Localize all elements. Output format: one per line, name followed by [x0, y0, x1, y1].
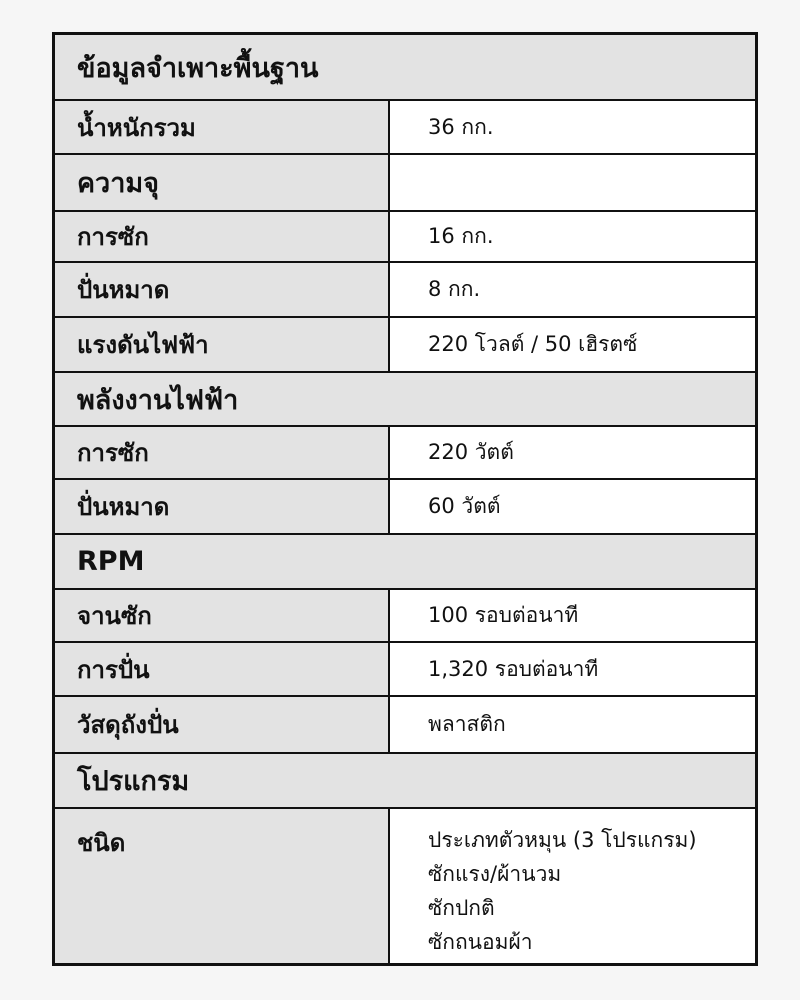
table-row	[55, 155, 755, 212]
program-list	[428, 823, 697, 959]
row-value-wash-capacity: 16 กก.	[390, 212, 755, 261]
spec-table	[52, 32, 758, 966]
table-row	[55, 427, 755, 480]
row-label-spin-speed: การปั่น	[55, 643, 390, 695]
table-row	[55, 212, 755, 263]
row-value-spin-power: 60 วัตต์	[390, 480, 755, 533]
table-row	[55, 643, 755, 697]
list-item: ซักแรง/ผ้านวม	[428, 862, 562, 886]
table-row	[55, 263, 755, 318]
row-label-wash-capacity: การซัก	[55, 212, 390, 261]
row-label-voltage: แรงดันไฟฟ้า	[55, 318, 390, 371]
section-header-basic	[55, 35, 755, 101]
row-value-program-type	[390, 809, 755, 963]
table-row	[55, 101, 755, 155]
row-label-pulsator: จานซัก	[55, 590, 390, 641]
row-label-wash-power: การซัก	[55, 427, 390, 478]
row-value-capacity	[390, 155, 755, 210]
section-title-basic: ข้อมูลจำเพาะพื้นฐาน	[77, 52, 319, 84]
section-header-program	[55, 754, 755, 809]
table-row	[55, 318, 755, 373]
table-row	[55, 590, 755, 643]
row-value-total-weight: 36 กก.	[390, 101, 755, 153]
section-header-power	[55, 373, 755, 427]
row-label-capacity: ความจุ	[55, 155, 390, 210]
section-header-rpm	[55, 535, 755, 590]
table-row	[55, 809, 755, 963]
row-value-tub-material: พลาสติก	[390, 697, 755, 752]
row-label-total-weight: น้ำหนักรวม	[55, 101, 390, 153]
table-row	[55, 697, 755, 754]
section-title-program: โปรแกรม	[77, 766, 190, 797]
row-value-spin-capacity: 8 กก.	[390, 263, 755, 316]
row-value-pulsator: 100 รอบต่อนาที	[390, 590, 755, 641]
row-label-spin-power: ปั่นหมาด	[55, 480, 390, 533]
list-item: ซักถนอมผ้า	[428, 930, 533, 954]
row-value-wash-power: 220 วัตต์	[390, 427, 755, 478]
row-value-spin-speed: 1,320 รอบต่อนาที	[390, 643, 755, 695]
list-item: ประเภทตัวหมุน (3 โปรแกรม)	[428, 828, 697, 852]
row-value-voltage: 220 โวลต์ / 50 เฮิรตซ์	[390, 318, 755, 371]
table-row	[55, 480, 755, 535]
section-title-power: พลังงานไฟฟ้า	[77, 384, 239, 416]
row-label-spin-capacity: ปั่นหมาด	[55, 263, 390, 316]
row-label-tub-material: วัสดุถังปั่น	[55, 697, 390, 752]
section-title-rpm: RPM	[77, 546, 145, 577]
row-label-program-type: ชนิด	[55, 809, 390, 963]
list-item: ซักปกติ	[428, 896, 495, 920]
